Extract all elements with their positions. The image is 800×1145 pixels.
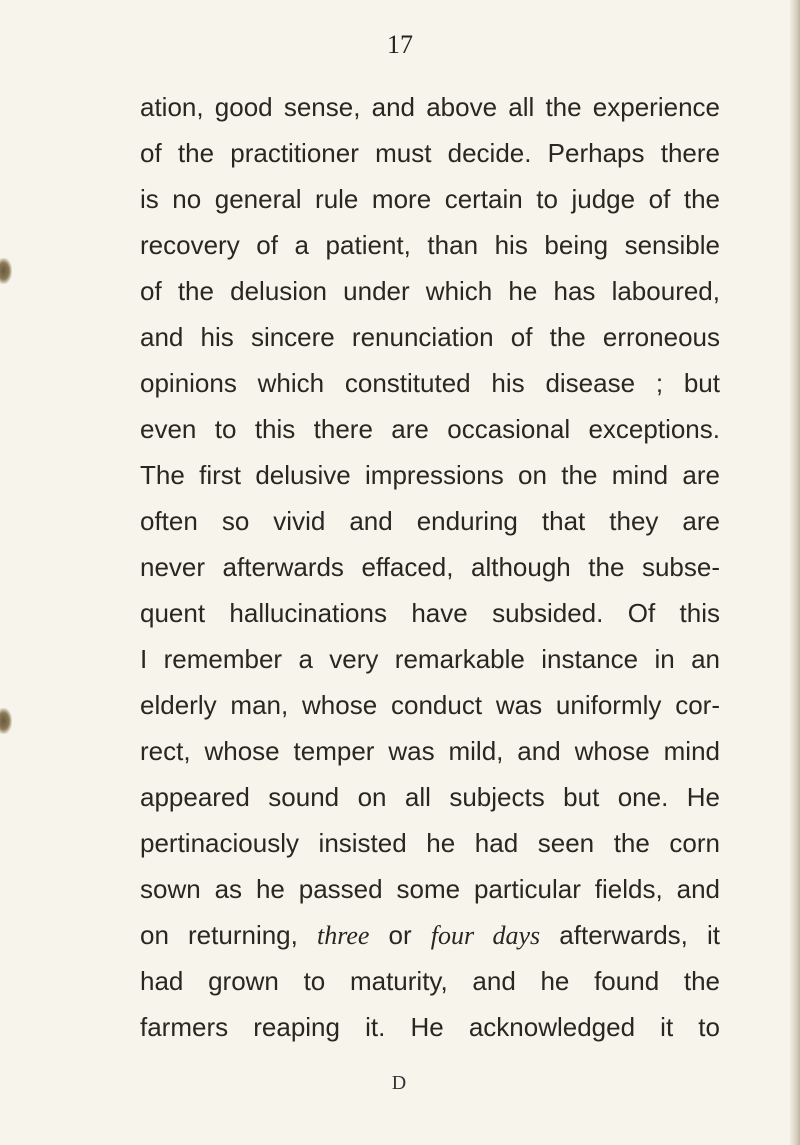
text-line: had grown to maturity, and he found the [140,966,720,996]
text-line: recovery of a patient, than his being sensible [140,230,720,260]
text-line: quent hallucinations have subsided. Of this [140,598,720,628]
text-line: often so vivid and enduring that they are [140,506,720,536]
page-number: 17 [387,30,413,59]
text-line: rect, whose temper was mild, and whose mind [140,736,720,766]
binding-mark-icon [0,708,12,734]
text-line: I remember a very remarkable instance in an [140,644,720,674]
text-line: appeared sound on all subjects but one. He [140,782,720,812]
text-line: farmers reaping it. He acknowledged it to [140,1012,720,1042]
text-line: even to this there are occasional exceptions. [140,414,720,444]
text-line: elderly man, whose conduct was uniformly cor- [140,690,720,720]
text-line: and his sincere renunciation of the erroneous [140,322,720,352]
text-line: of the practitioner must decide. Perhaps there [140,138,720,168]
text-line: The first delusive impressions on the mind are [140,460,720,490]
binding-mark-icon [0,258,12,284]
text-line: is no general rule more certain to judge of the [140,184,720,214]
text-line-italic [140,912,720,958]
text-line: never afterwards effaced, although the subse- [140,552,720,582]
text-line: pertinaciously insisted he had seen the corn [140,828,720,858]
line-segment: or [369,920,431,950]
italic-phrase: three [316,921,370,950]
italic-phrase: four days [430,921,541,950]
line-segment: on returning, [140,920,317,950]
text-line: sown as he passed some particular fields, and [140,874,720,904]
page-edge-shadow [790,0,800,1145]
text-line: opinions which constituted his disease ; but [140,368,720,398]
line-segment: afterwards, it [540,920,721,950]
body-text [140,84,720,1050]
text-line: ation, good sense, and above all the experience [140,92,720,122]
signature-mark: D [391,1072,409,1094]
text-line: of the delusion under which he has laboured, [140,276,720,306]
